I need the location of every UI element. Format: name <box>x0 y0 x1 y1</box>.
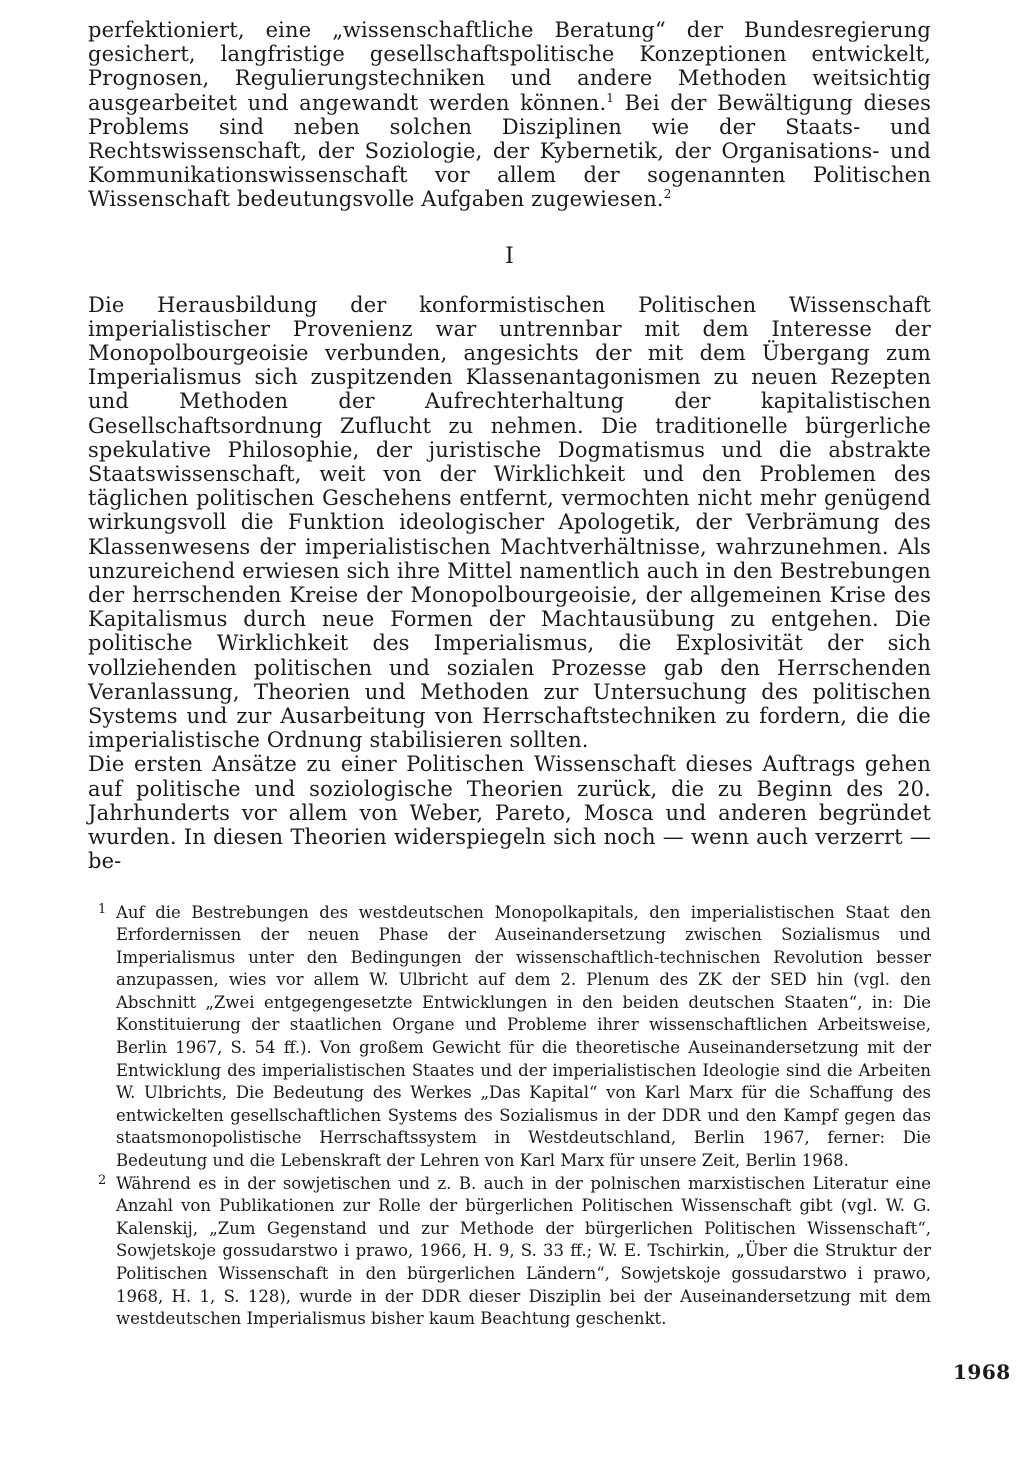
footnote-1 <box>98 901 931 1173</box>
footnotes <box>88 902 931 1331</box>
intro-paragraph <box>88 18 931 212</box>
paragraph-2: Die ersten Ansätze zu einer Politischen Wissenschaft dieses Auftrags gehen auf politische und soziologische Theorien zurück, die zu Beginn des 20. Jahrhunderts vor allem von Weber, Pareto, Mosca und anderen begründet wurden. In diesen Theorien widerspiegeln sich noch — wenn auch verzerrt — be- <box>88 752 931 874</box>
page-number: 1968 <box>953 1360 1011 1384</box>
paragraph-1: Die Herausbildung der konformistischen Politischen Wissenschaft imperialistischer Provenienz war untrennbar mit dem Interesse der Monopolbourgeoisie verbunden, angesichts der mit dem Übergang zum Imperialismus sich zuspitzenden Klassenantagonismen zu neuen Rezepten und Methoden der Aufrechterhaltung der kapitalistischen Gesellschaftsordnung Zuflucht zu nehmen. Die traditionelle bürgerliche spekulative Philosophie, der juristische Dogmatismus und die abstrakte Staatswissenschaft, weit von der Wirklichkeit und den Problemen des täglichen politischen Geschehens entfernt, vermochten nicht mehr genügend wirkungsvoll die Funktion ideologischer Apologetik, der Verbrämung des Klassenwesens der imperialistischen Machtverhältnisse, wahrzunehmen. Als unzureichend erwiesen sich ihre Mittel namentlich auch in den Bestrebungen der herrschenden Kreise der Monopolbourgeoisie, der allgemeinen Krise des Kapitalismus durch neue Formen der Machtausübung zu entgehen. Die politische Wirklichkeit des Imperialismus, die Explosivität der sich vollziehenden politischen und sozialen Prozesse gab den Herrschenden Veranlassung, Theorien und Methoden zur Untersuchung des politischen Systems und zur Ausarbeitung von Herrschaftstechniken zu fordern, die die imperialistische Ordnung stabilisieren sollten. <box>88 292 931 753</box>
footnote-2 <box>98 1172 931 1331</box>
footnote-text: Während es in der sowjetischen und z. B. auch in der polnischen marxistischen Literatur eine Anzahl von Publikationen zur Rolle der bürgerlichen Politischen Wissenschaft gibt (vgl. W. G. Kalenskij, „Zum Gegenstand und zur Methode der bürgerlichen Politischen Wissenschaft“, Sowjetskoje gossudarstwo i prawo, 1966, H. 9, S. 33 ff.; W. E. Tschirkin, „Über die Struktur der Politischen Wissenschaft in den bürgerlichen Ländern“, Sowjetskoje gossudarstwo i prawo, 1968, H. 1, S. 128), wurde in der DDR dieser Disziplin bei der Auseinandersetzung mit dem westdeutschen Imperialismus bisher kaum Beachtung geschenkt. <box>116 1173 931 1329</box>
footnote-ref-2: 2 <box>663 187 672 202</box>
intro-text-cont: Bei der Bewältigung dieses Problems sind neben solchen Disziplinen wie der Staats- und Rechtswissenschaft, der Soziologie, der Kybernetik, der Organisations- und Kommunikationswissenschaft vor allem der sogenannten Politischen Wissenschaft bedeutungsvolle Aufgaben zugewiesen. <box>88 90 932 212</box>
section-heading: I <box>505 243 514 269</box>
footnote-ref-1: 1 <box>606 90 615 105</box>
footnote-text: Auf die Bestrebungen des westdeutschen Monopolkapitals, den imperialistischen Staat den Erfordernissen der neuen Phase der Auseinandersetzung zwischen Sozialismus und Imperialismus unter den Bedingungen der wissenschaftlich-technischen Revolution besser anzupassen, wies vor allem W. Ulbricht auf dem 2. Plenum des ZK der SED hin (vgl. den Abschnitt „Zwei entgegengesetzte Entwicklungen in den beiden deutschen Staaten“, in: Die Konstituierung der staatlichen Organe und Probleme ihrer wissenschaftlichen Arbeitsweise, Berlin 1967, S. 54 ff.). Von großem Gewicht für die theoretische Auseinandersetzung mit der Entwicklung des imperialistischen Staates und der imperialistischen Ideologie sind die Arbeiten W. Ulbrichts, Die Bedeutung des Werkes „Das Kapital“ von Karl Marx für die Schaffung des entwickelten gesellschaftlichen Systems des Sozialismus in der DDR und den Kampf gegen das staatsmonopolistische Herrschaftssystem in Westdeutschland, Berlin 1967, ferner: Die Bedeutung und die Lebenskraft der Lehren von Karl Marx für unsere Zeit, Berlin 1968. <box>116 902 931 1171</box>
footnote-number: 1 <box>98 901 107 917</box>
document-page <box>88 18 931 1331</box>
body-text <box>88 18 931 874</box>
footnote-number: 2 <box>98 1172 107 1188</box>
intro-text: perfektioniert, eine „wissenschaftliche Beratung“ der Bundesregierung gesichert, langfristige gesellschaftspolitische Konzeptionen entwickelt, Prognosen, Regulierungstechniken und andere Methoden weitsichtig ausgearbeitet und angewandt werden können. <box>88 18 931 115</box>
